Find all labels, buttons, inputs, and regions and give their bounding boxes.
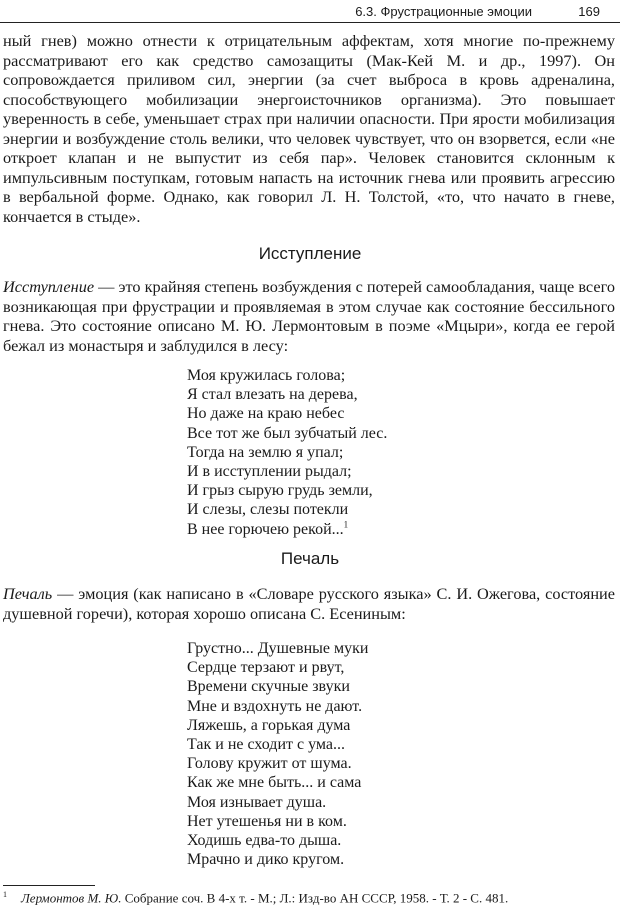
- sadness-definition: — эмоция (как написано в «Словаре русского языка» С. И. Ожегова, состояние душевной горечи), которая хорошо описана С. Есениным:: [3, 584, 615, 623]
- poem-line: Нет утешенья ни в ком.: [187, 812, 347, 830]
- poem-line: И грыз сырую грудь земли,: [187, 482, 373, 500]
- sadness-paragraph: [3, 584, 615, 623]
- ecstasy-term: Исступление: [3, 277, 95, 296]
- footnote-mark: 1: [3, 890, 7, 899]
- poem-line: И слезы, слезы потекли: [187, 501, 349, 519]
- ecstasy-definition: — это крайняя степень возбуждения с потерей самообладания, чаще всего возникающая при фрустрации и проявляемая в этом случае как состояние бессильного гнева. Это состояние описано М. Ю. Лермонтовым в поэме «Мцыри», когда ее герой бежал из монастыря и заблудился в лесу:: [3, 277, 615, 355]
- footnote-text: Собрание соч. В 4-х т. - М.; Л.: Изд-во АН СССР, 1958. - Т. 2 - С. 481.: [121, 890, 509, 906]
- poem-line: Моя изнывает душа.: [187, 793, 327, 811]
- footnote-author: Лермонтов М. Ю.: [21, 890, 122, 906]
- intro-paragraph: ный гнев) можно отнести к отрицательным аффектам, хотя многие по-прежнему рассматривают его как средство самозащиты (Мак-Кей М. и др., 1997). Он сопровождается приливом сил, энергии (за счет выброса в кровь адреналина, способствующего мобилизации энергоисточников организма). Это повышает уверенность в себе, уменьшает страх при наличии опасности. При ярости мобилизация энергии и возбуждение столь велики, что человек чувствует, что он взорвется, если «не откроет клапан и не выпустит из себя пар». Человек становится склонным к импульсивным поступкам, готовым напасть на источник гнева или проявить агрессию в вербальной форме. Однако, как говорил Л. Н. Толстой, «то, что начато в гневе, кончается в стыде».: [3, 31, 615, 226]
- poem-line: Грустно... Душевные муки: [187, 640, 369, 657]
- poem-line: Мрачно и дико кругом.: [187, 851, 345, 869]
- poem-line: Мне и вздохнуть не дают.: [187, 697, 363, 715]
- poem-line: И в исступлении рыдал;: [187, 463, 352, 481]
- poem-line: Ляжешь, а горькая дума: [187, 716, 351, 734]
- poem-line-text: В нее горючею рекой...: [187, 520, 344, 538]
- poem-line: Сердце терзают и рвут,: [187, 659, 345, 677]
- poem-line: Голову кружит от шума.: [187, 755, 352, 773]
- poem-lermontov: [187, 366, 387, 539]
- poem-esenin: [187, 639, 368, 869]
- page-number: 169: [578, 4, 600, 19]
- poem-line: Но даже на краю небес: [187, 405, 345, 423]
- poem-line: Времени скучные звуки: [187, 678, 350, 696]
- running-title: 6.3. Фрустрационные эмоции: [355, 4, 532, 19]
- poem-line: Как же мне быть... и сама: [187, 774, 362, 792]
- poem-line: Все тот же был зубчатый лес.: [187, 424, 388, 442]
- header-rule: [0, 22, 620, 23]
- footnote: [3, 890, 508, 906]
- poem-line: Так и не сходит с ума...: [187, 736, 345, 754]
- poem-line: [187, 520, 387, 539]
- heading-ecstasy: Исступление: [258, 244, 362, 263]
- poem-line: Тогда на землю я упал;: [187, 443, 344, 461]
- footnote-rule: [3, 885, 95, 886]
- sadness-term: Печаль: [3, 584, 53, 603]
- poem-line: Я стал влезать на дерева,: [187, 386, 358, 404]
- footnote-reference[interactable]: 1: [343, 519, 349, 530]
- poem-line: Моя кружилась голова;: [187, 367, 346, 384]
- ecstasy-paragraph: [3, 277, 615, 355]
- heading-sadness: Печаль: [280, 549, 340, 568]
- poem-line: Ходишь едва-то дыша.: [187, 832, 342, 850]
